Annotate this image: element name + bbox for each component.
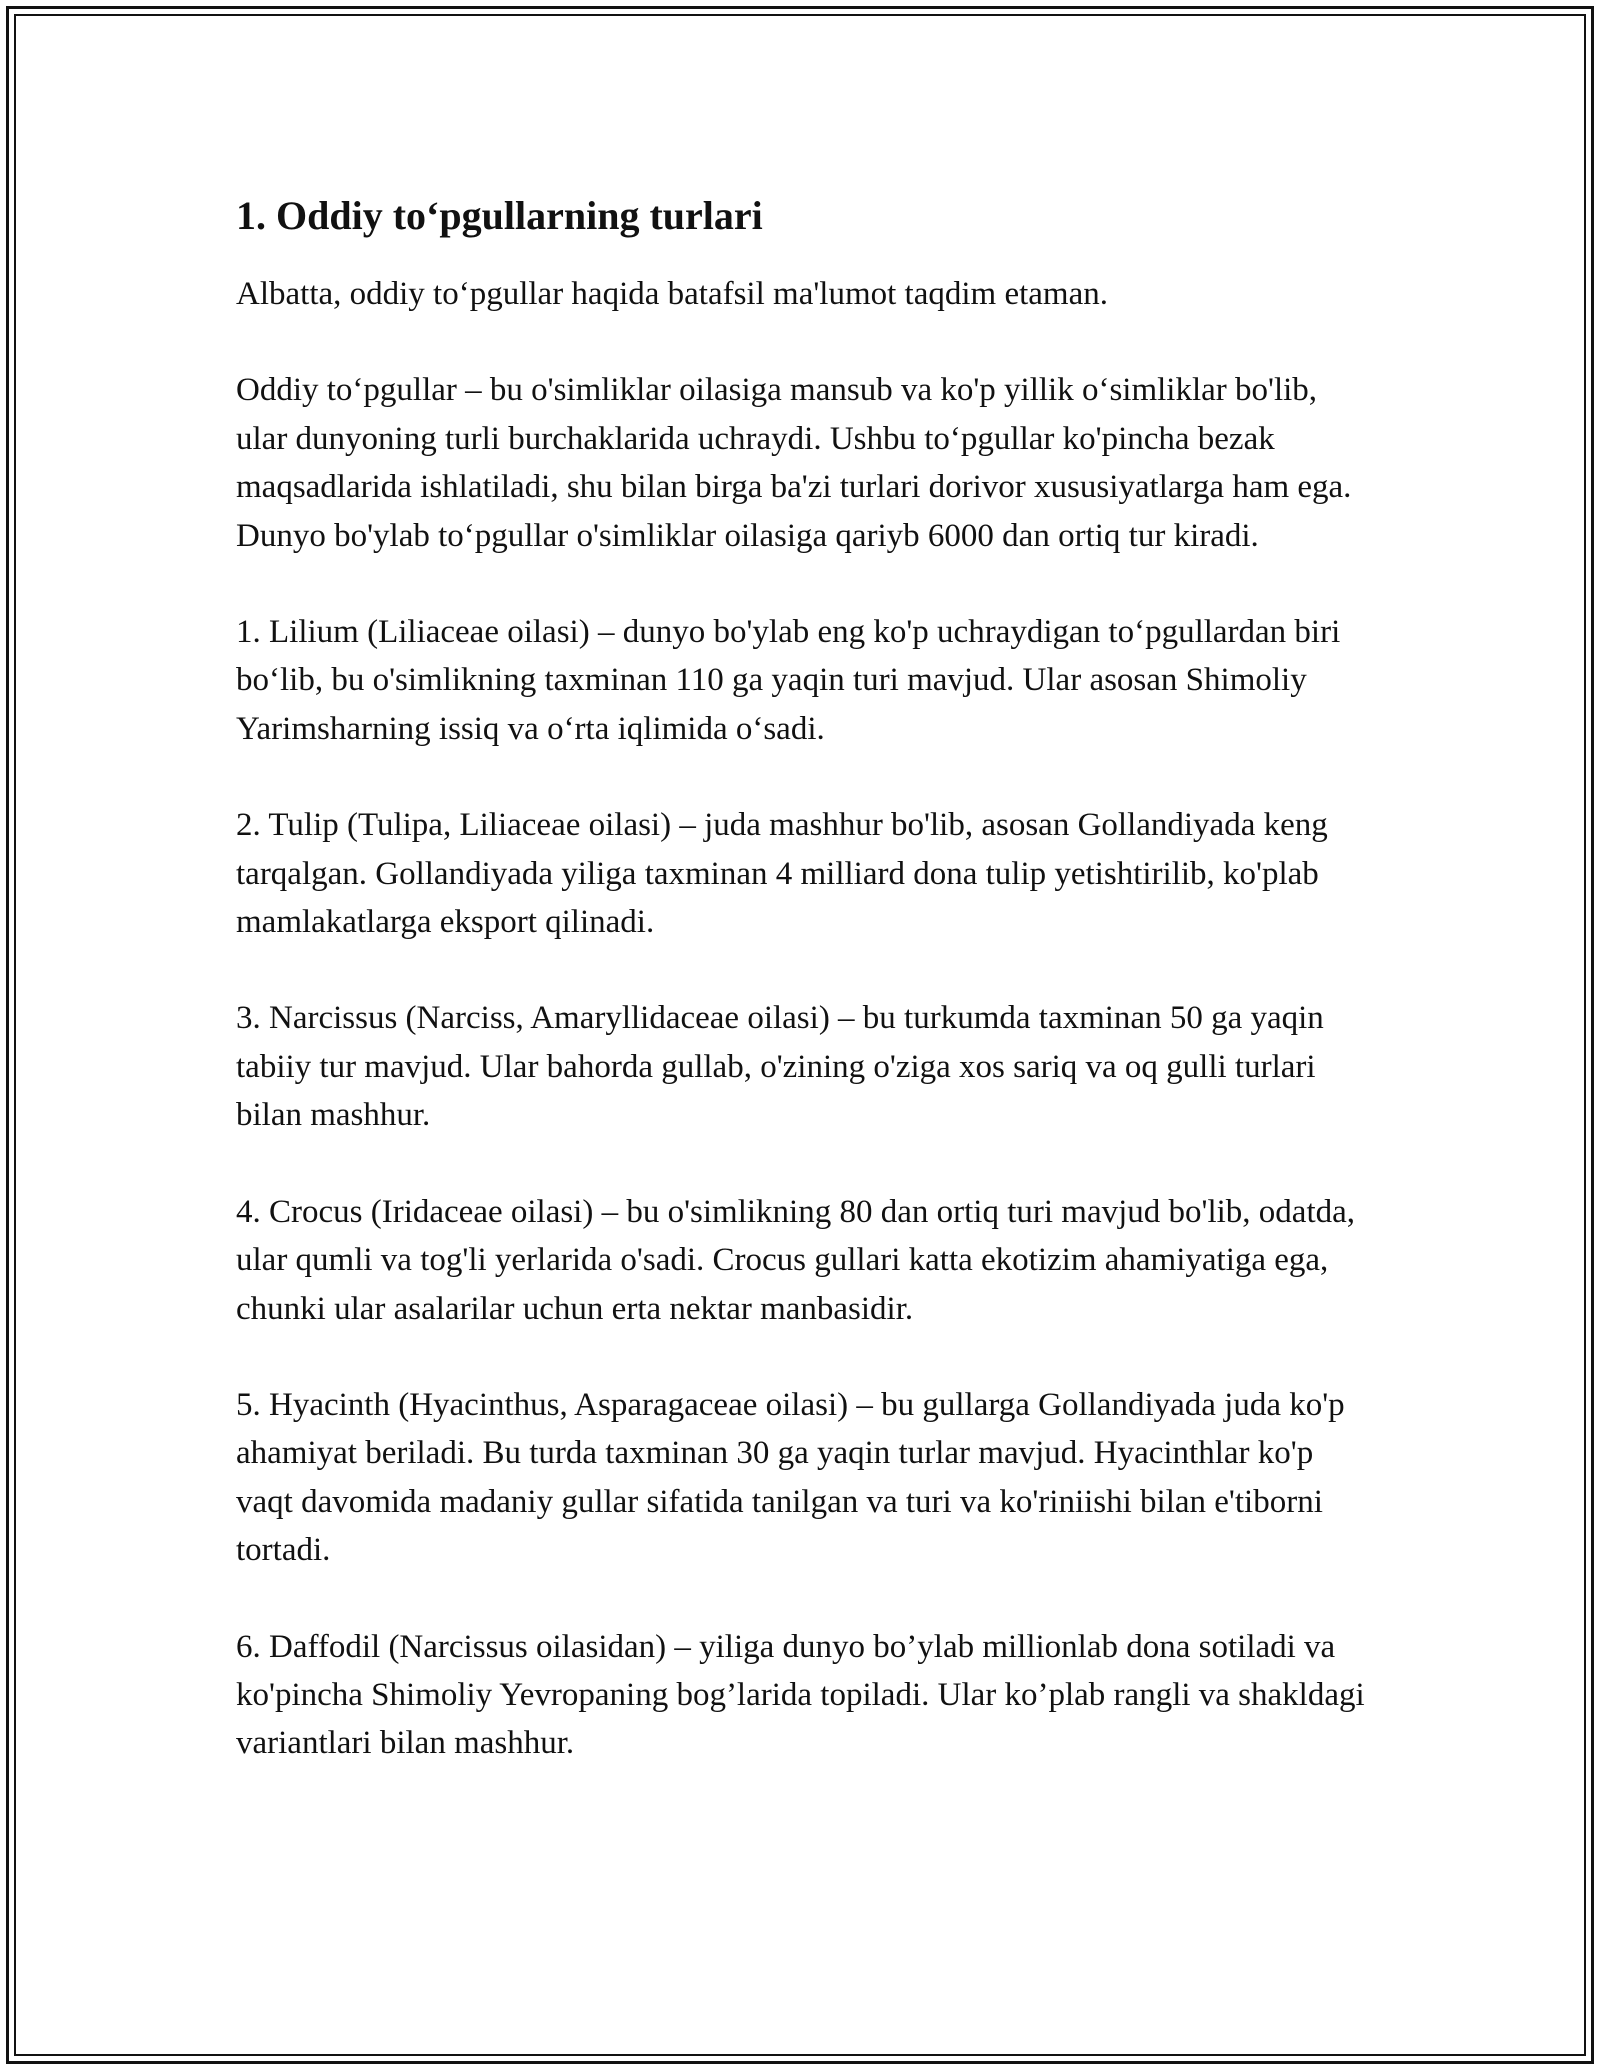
list-item-lilium: 1. Lilium (Liliaceae oilasi) – dunyo bo'ylab eng ko'p uchraydigan to‘pgullardan biri bo‘lib, bu o'simlikning taxminan 110 ga yaqin turi mavjud. Ular asosan Shimoliy Yarimsharning issiq va o‘rta iqlimida o‘sadi. (236, 614, 1341, 747)
document-body (236, 188, 1366, 1816)
section-heading: 1. Oddiy to‘pgullarning turlari (236, 193, 763, 238)
intro-paragraph: Albatta, oddiy to‘pgullar haqida batafsil ma'lumot taqdim etaman. (236, 276, 1108, 312)
list-item-crocus: 4. Crocus (Iridaceae oilasi) – bu o'simlikning 80 dan ortiq turi mavjud bo'lib, odatda, ular qumli va tog'li yerlarida o'sadi. Crocus gullari katta ekotizim ahamiyatiga ega, chunki ular asalarilar uchun erta nektar manbasidir. (236, 1193, 1356, 1327)
overview-paragraph: Oddiy to‘pgullar – bu o'simliklar oilasiga mansub va ko'p yillik o‘simliklar bo'lib, ular dunyoning turli burchaklarida uchraydi. Ushbu to‘pgullar ko'pincha bezak maqsadlarida ishlatiladi, shu bilan birga ba'zi turlari dorivor xususiyatlarga ham ega. Dunyo bo'ylab to‘pgullar o'simliklar oilasiga qariyb 6000 dan ortiq tur kiradi. (236, 372, 1352, 554)
list-item-hyacinth: 5. Hyacinth (Hyacinthus, Asparagaceae oilasi) – bu gullarga Gollandiyada juda ko'p ahamiyat beriladi. Bu turda taxminan 30 ga yaqin turlar mavjud. Hyacinthlar ko'p vaqt davomida madaniy gullar sifatida tanilgan va turi va ko'riniishi bilan e'tiborni tortadi. (236, 1386, 1345, 1569)
list-item-daffodil: 6. Daffodil (Narcissus oilasidan) – yiliga dunyo bo’ylab millionlab dona sotiladi va ko'pincha Shimoliy Yevropaning bog’larida topiladi. Ular ko’plab rangli va shakldagi variantlari bilan mashhur. (236, 1628, 1365, 1762)
list-item-narcissus: 3. Narcissus (Narciss, Amaryllidaceae oilasi) – bu turkumda taxminan 50 ga yaqin tabiiy tur mavjud. Ular bahorda gullab, o'zining o'ziga xos sariq va oq gulli turlari bilan mashhur. (236, 1000, 1324, 1134)
list-item-tulip: 2. Tulip (Tulipa, Liliaceae oilasi) – juda mashhur bo'lib, asosan Gollandiyada keng tarqalgan. Gollandiyada yiliga taxminan 4 milliard dona tulip yetishtirilib, ko'plab mamlakatlarga eksport qilinadi. (236, 807, 1328, 941)
